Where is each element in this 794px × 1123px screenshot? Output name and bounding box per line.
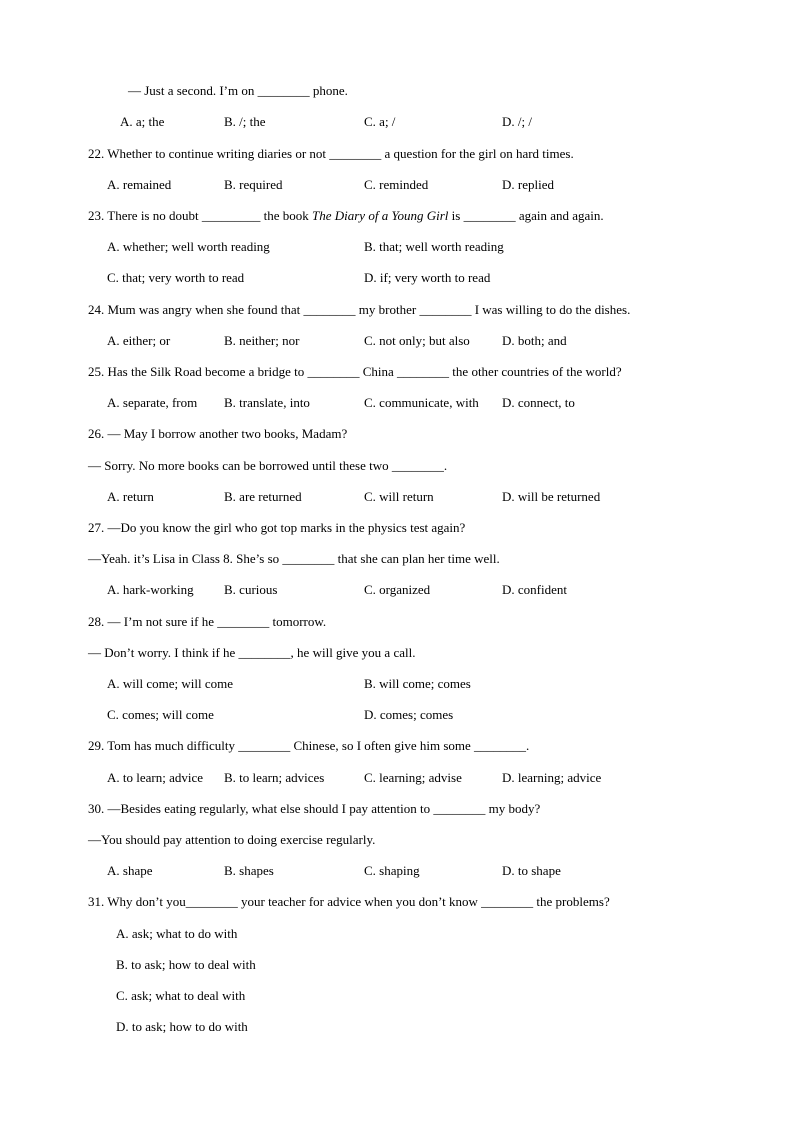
question-25: 25. Has the Silk Road become a bridge to ________ China ________ the other countries of the world? <box>88 364 622 379</box>
option-c: C. that; very worth to read <box>107 270 245 285</box>
option-a: A. a; the <box>120 114 165 129</box>
option-c: C. a; / <box>364 114 396 129</box>
option-a: A. will come; will come <box>107 676 234 691</box>
option-c: C. organized <box>364 582 431 597</box>
dialogue-line: —Yeah. it’s Lisa in Class 8. She’s so ________ that she can plan her time well. <box>88 551 500 566</box>
question-line: — Just a second. I’m on ________ phone. <box>128 83 348 98</box>
option-b: B. required <box>224 177 283 192</box>
dialogue-line: — Sorry. No more books can be borrowed until these two ________. <box>88 458 448 473</box>
option-b: B. /; the <box>224 114 266 129</box>
question-29: 29. Tom has much difficulty ________ Chinese, so I often give him some ________. <box>88 738 530 753</box>
question-27: 27. —Do you know the girl who got top marks in the physics test again? <box>88 520 466 535</box>
option-d: D. learning; advice <box>502 770 602 785</box>
option-c: C. not only; but also <box>364 333 470 348</box>
option-d: D. to shape <box>502 863 561 878</box>
option-b: B. to learn; advices <box>224 770 325 785</box>
option-b: B. are returned <box>224 489 302 504</box>
option-b: B. to ask; how to deal with <box>116 957 256 972</box>
option-b: B. that; well worth reading <box>364 239 504 254</box>
option-d: D. will be returned <box>502 489 601 504</box>
option-b: B. neither; nor <box>224 333 300 348</box>
option-a: A. separate, from <box>107 395 198 410</box>
question-22: 22. Whether to continue writing diaries or not ________ a question for the girl on hard times. <box>88 146 574 161</box>
option-b: B. curious <box>224 582 278 597</box>
question-24: 24. Mum was angry when she found that ________ my brother ________ I was willing to do the dishes. <box>88 302 631 317</box>
question-text: is ________ again and again. <box>448 208 604 223</box>
option-b: B. translate, into <box>224 395 310 410</box>
question-23 <box>88 207 604 225</box>
question-30: 30. —Besides eating regularly, what else should I pay attention to ________ my body? <box>88 801 541 816</box>
option-d: D. if; very worth to read <box>364 270 491 285</box>
option-b: B. shapes <box>224 863 274 878</box>
question-28: 28. — I’m not sure if he ________ tomorrow. <box>88 614 327 629</box>
option-d: D. confident <box>502 582 567 597</box>
option-a: A. ask; what to do with <box>116 926 238 941</box>
question-text: 23. There is no doubt _________ the book <box>88 208 312 223</box>
option-a: A. return <box>107 489 154 504</box>
option-a: A. hark-working <box>107 582 194 597</box>
option-d: D. to ask; how to do with <box>116 1019 248 1034</box>
option-c: C. shaping <box>364 863 420 878</box>
option-c: C. learning; advise <box>364 770 462 785</box>
question-31: 31. Why don’t you________ your teacher for advice when you don’t know ________ the problems? <box>88 894 610 909</box>
option-a: A. shape <box>107 863 153 878</box>
question-26: 26. — May I borrow another two books, Madam? <box>88 426 348 441</box>
option-d: D. comes; comes <box>364 707 454 722</box>
option-d: D. /; / <box>502 114 532 129</box>
option-d: D. connect, to <box>502 395 575 410</box>
option-a: A. to learn; advice <box>107 770 204 785</box>
option-d: D. replied <box>502 177 554 192</box>
option-a: A. remained <box>107 177 172 192</box>
option-a: A. either; or <box>107 333 171 348</box>
option-c: C. communicate, with <box>364 395 479 410</box>
dialogue-line: —You should pay attention to doing exercise regularly. <box>88 832 376 847</box>
option-c: C. will return <box>364 489 434 504</box>
option-d: D. both; and <box>502 333 567 348</box>
book-title: The Diary of a Young Girl <box>312 208 449 223</box>
option-b: B. will come; comes <box>364 676 471 691</box>
option-c: C. reminded <box>364 177 429 192</box>
option-c: C. ask; what to deal with <box>116 988 246 1003</box>
option-a: A. whether; well worth reading <box>107 239 270 254</box>
option-c: C. comes; will come <box>107 707 214 722</box>
dialogue-line: — Don’t worry. I think if he ________, he will give you a call. <box>88 645 416 660</box>
